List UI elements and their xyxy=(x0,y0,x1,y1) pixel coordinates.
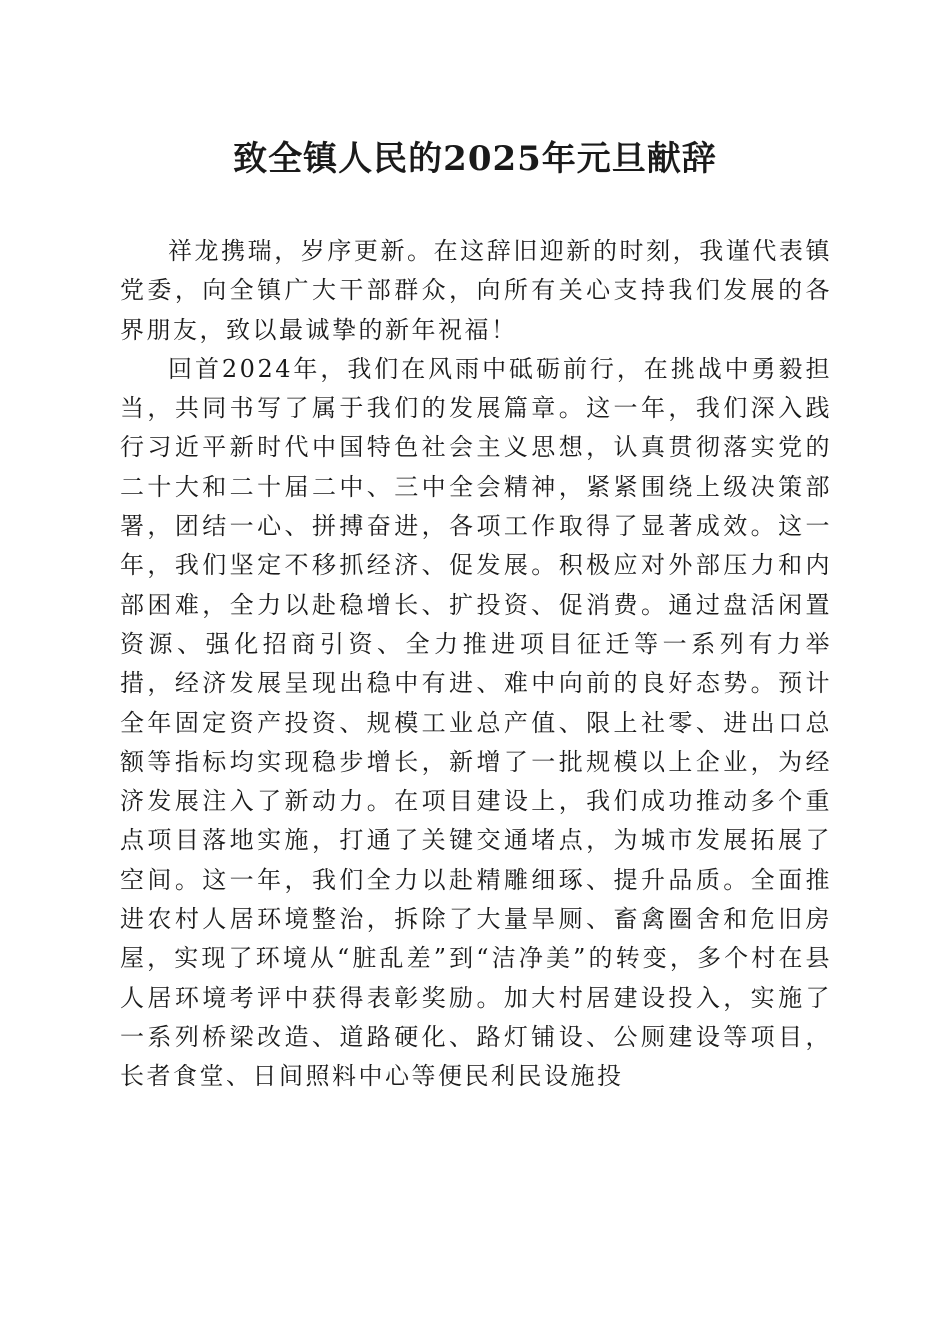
paragraph-review: 回首2024年，我们在风雨中砥砺前行，在挑战中勇毅担当，共同书写了属于我们的发展篇章。这一年，我们深入践行习近平新时代中国特色社会主义思想，认真贯彻落实党的二十大和二十届二中、三中全会精神，紧紧围绕上级决策部署，团结一心、拼搏奋进，各项工作取得了显著成效。这一年，我们坚定不移抓经济、促发展。积极应对外部压力和内部困难，全力以赴稳增长、扩投资、促消费。通过盘活闲置资源、强化招商引资、全力推进项目征迁等一系列有力举措，经济发展呈现出稳中有进、难中向前的良好态势。预计全年固定资产投资、规模工业总产值、限上社零、进出口总额等指标均实现稳步增长，新增了一批规模以上企业，为经济发展注入了新动力。在项目建设上，我们成功推动多个重点项目落地实施，打通了关键交通堵点，为城市发展拓展了空间。这一年，我们全力以赴精雕细琢、提升品质。全面推进农村人居环境整治，拆除了大量旱厕、畜禽圈舍和危旧房屋，实现了环境从“脏乱差”到“洁净美”的转变，多个村在县人居环境考评中获得表彰奖励。加大村居建设投入，实施了一系列桥梁改造、道路硬化、路灯铺设、公厕建设等项目，长者食堂、日间照料中心等便民利民设施投 xyxy=(120,354,832,1091)
paragraph-greeting: 祥龙携瑞，岁序更新。在这辞旧迎新的时刻，我谨代表镇党委，向全镇广大干部群众，向所有关心支持我们发展的各界朋友，致以最诚挚的新年祝福！ xyxy=(120,237,832,344)
document-title: 致全镇人民的2025年元旦献辞 xyxy=(233,139,717,179)
document-body xyxy=(120,232,832,1097)
